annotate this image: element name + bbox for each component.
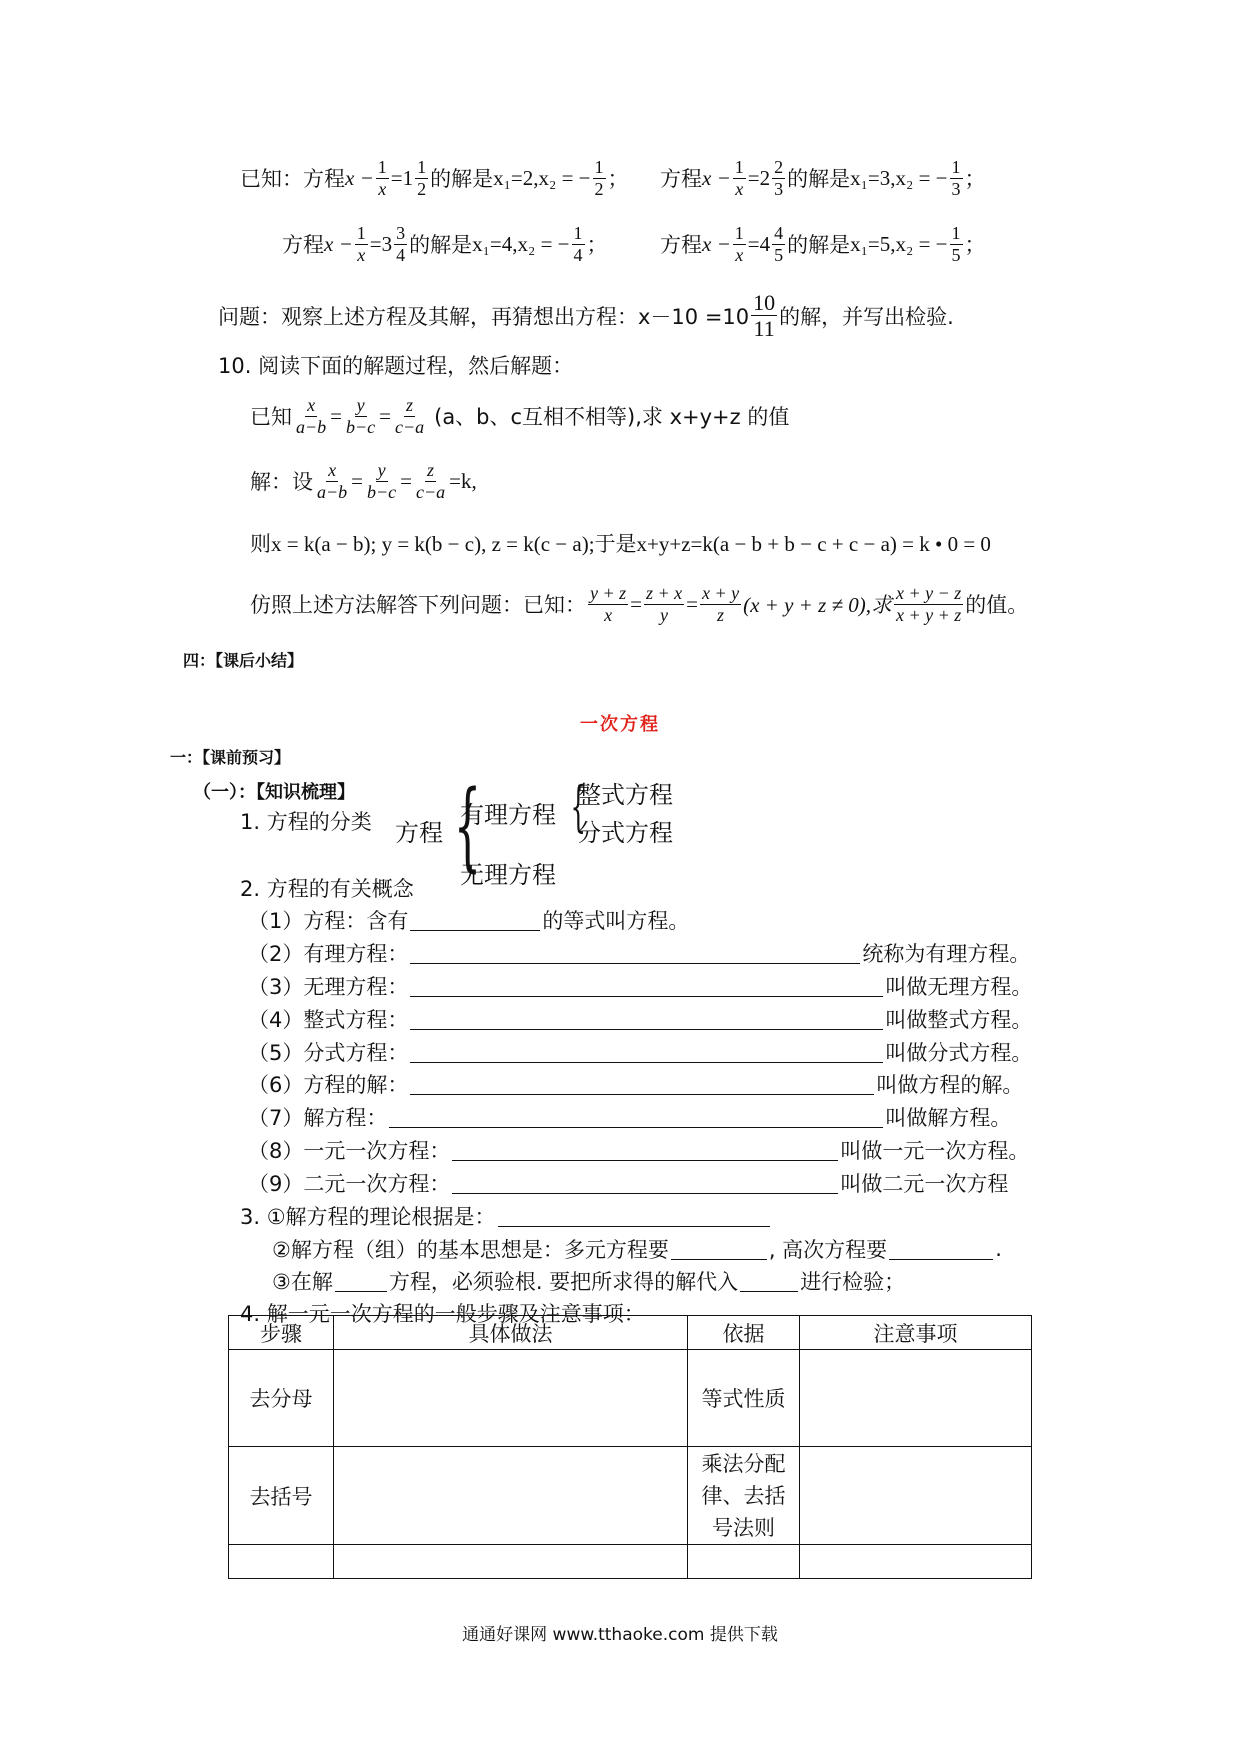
basis-line: 乘法分配: [701, 1451, 786, 1476]
cell-basis: [688, 1545, 800, 1579]
table-row: [229, 1545, 1032, 1579]
classify-root: 方程: [395, 819, 443, 847]
footer: 通通好课网 www.tthaoke.com 提供下载: [462, 1625, 778, 1645]
cell-note[interactable]: [800, 1350, 1032, 1447]
concept-item: （6）方程的解： 叫做方程的解。: [248, 1073, 1024, 1097]
classify-item1: 1. 方程的分类: [240, 810, 372, 834]
ex10-given: 已知 $\frac{x}{a-b}$ = $\frac{y}{b-c}$ = $\frac{z}{c-a}$ (a、b、c互相不相等),求 x+y+z 的值: [250, 395, 790, 437]
knowledge-heading: （一）：【知识梳理】: [193, 782, 355, 803]
basis-line: 律、去括: [701, 1483, 786, 1508]
cell-step: [229, 1545, 334, 1579]
ex10-solution: 解：设 $\frac{x}{a-b}$ = $\frac{y}{b-c}$ = $\frac{z}{c-a}$ =k,: [250, 460, 477, 502]
concept-item: （9）二元一次方程： 叫做二元一次方程: [248, 1172, 1009, 1196]
concept-item: （2）有理方程： 统称为有理方程。: [248, 942, 1031, 966]
ex10-imitate: 仿照上述方法解答下列问题：已知： $\frac{y + z}{x}$ = $\frac{z + x}{y}$ = $\frac{x + y}{z}$ (x + y + z ≠ 0),求 $\frac{x + y - z}{x + y + z}$ 的值。: [250, 583, 1029, 625]
cell-basis: [688, 1447, 800, 1545]
classify-irrational: 无理方程: [460, 861, 556, 889]
cell-step: 去括号: [229, 1447, 334, 1545]
concepts-heading: 2. 方程的有关概念: [240, 877, 414, 901]
section-title: 一次方程: [580, 714, 660, 735]
fill-blank[interactable]: [889, 1239, 993, 1260]
concept-item: （8）一元一次方程： 叫做一元一次方程。: [248, 1139, 1030, 1163]
cell-method[interactable]: [334, 1447, 688, 1545]
big-brace-icon: {: [453, 770, 482, 882]
fill-blank[interactable]: [410, 943, 860, 964]
cell-method[interactable]: [334, 1545, 688, 1579]
fill-blank[interactable]: [740, 1271, 798, 1292]
fill-blank[interactable]: [410, 1074, 874, 1095]
ex10-then: 则x = k(a − b); y = k(b − c), z = k(c − a);于是x+y+z=k(a − b + b − c + c − a) = k • 0 = 0: [250, 532, 991, 556]
header-note: 注意事项: [800, 1316, 1032, 1350]
fill-blank[interactable]: [498, 1206, 770, 1227]
ex9-line-1: 已知： 方程 x − $\frac{1}{x}$ = 1 $\frac{1}{2}$ 的解是 x₁=2,x₂ = − $\frac{1}{2}$ ；: [240, 157, 629, 199]
concept-item: （3）无理方程： 叫做无理方程。: [248, 975, 1033, 999]
ex9-line-2: 方程 x − $\frac{1}{x}$ = 3 $\frac{3}{4}$ 的解是 x₁=4,x₂ = − $\frac{1}{4}$ ；: [282, 223, 608, 265]
header-step: 步骤: [229, 1316, 334, 1350]
fill-blank[interactable]: [452, 1173, 838, 1194]
header-basis: 依据: [688, 1316, 800, 1350]
fraction: $\frac{1}{x}$: [377, 157, 387, 199]
table-header-row: [229, 1316, 1032, 1350]
cell-note[interactable]: [800, 1545, 1032, 1579]
item3-a: 3. ①解方程的理论根据是：: [240, 1201, 772, 1231]
fill-blank[interactable]: [389, 1107, 883, 1128]
ex9-line-2b: 方程 x − $\frac{1}{x}$ = 4 $\frac{4}{5}$ 的解是 x₁=5,x₂ = − $\frac{1}{5}$ ；: [660, 223, 986, 265]
classify-fractional: 分式方程: [577, 819, 673, 847]
fill-blank[interactable]: [410, 1042, 883, 1063]
cell-method[interactable]: [334, 1350, 688, 1447]
fill-blank[interactable]: [335, 1271, 387, 1292]
fill-blank[interactable]: [410, 1009, 883, 1030]
table-row: [229, 1350, 1032, 1447]
basis-line: 号法则: [712, 1515, 775, 1540]
item3-c: ③在解 方程，必须验根. 要把所求得的解代入 进行检验；: [272, 1270, 906, 1294]
preview-heading: 一：【课前预习】: [170, 748, 291, 767]
ex10-title: 10. 阅读下面的解题过程，然后解题：: [218, 354, 574, 378]
concept-item: （1）方程：含有 的等式叫方程。: [248, 909, 690, 933]
classify-rational: 有理方程: [460, 801, 556, 829]
concept-item: （7）解方程： 叫做解方程。: [248, 1106, 1012, 1130]
fill-blank[interactable]: [410, 910, 540, 931]
cell-note[interactable]: [800, 1447, 1032, 1545]
steps-table: [228, 1315, 1032, 1579]
cell-basis: 等式性质: [688, 1350, 800, 1447]
concept-item: （5）分式方程： 叫做分式方程。: [248, 1041, 1033, 1065]
given-label: 已知：: [240, 167, 303, 192]
header-method: 具体做法: [334, 1316, 688, 1350]
fill-blank[interactable]: [410, 976, 883, 997]
ex9-question: 问题：观察上述方程及其解，再猜想出方程：x－10 =10 $\frac{10}{11}$ 的解，并写出检验.: [218, 290, 954, 342]
item3-b: ②解方程（组）的基本思想是：多元方程要 , 高次方程要 .: [272, 1237, 1002, 1262]
summary-heading: 四：【课后小结】: [183, 651, 304, 670]
cell-step: 去分母: [229, 1350, 334, 1447]
classify-integral: 整式方程: [577, 781, 673, 809]
fill-blank[interactable]: [452, 1140, 838, 1161]
small-brace-icon: {: [570, 775, 586, 838]
fill-blank[interactable]: [671, 1239, 767, 1260]
item4-heading: 4. 解一元一次方程的一般步骤及注意事项：: [240, 1302, 645, 1326]
mixed-number: 1 $\frac{1}{2}$: [402, 157, 427, 199]
concept-item: （4）整式方程： 叫做整式方程。: [248, 1008, 1033, 1032]
ex9-line-1b: 方程 x − $\frac{1}{x}$ = 2 $\frac{2}{3}$ 的解是 x₁=3,x₂ = − $\frac{1}{3}$ ；: [660, 157, 986, 199]
table-row: [229, 1447, 1032, 1545]
